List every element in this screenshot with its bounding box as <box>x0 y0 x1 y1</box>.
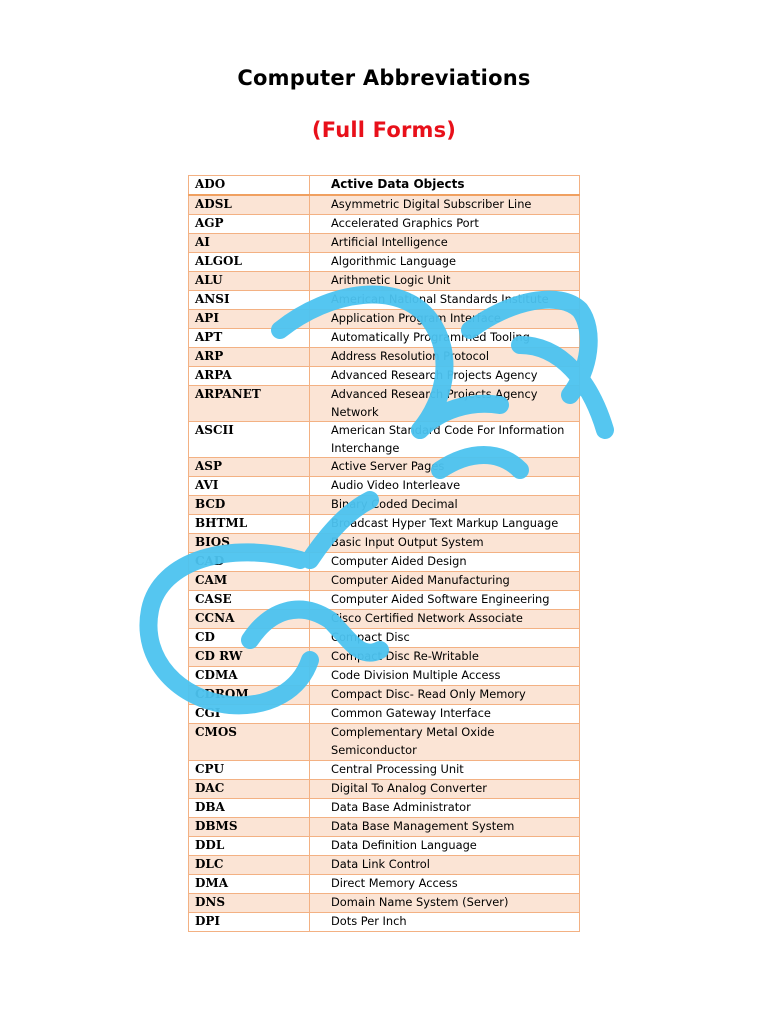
full-form-cell: Compact Disc <box>310 629 580 648</box>
table-row <box>189 724 580 760</box>
abbreviation-cell: ARP <box>189 348 310 367</box>
full-form-cell: Asymmetric Digital Subscriber Line <box>310 195 580 215</box>
abbreviation-cell: BHTML <box>189 515 310 534</box>
table-row <box>189 253 580 272</box>
full-form-cell: Complementary Metal Oxide Semiconductor <box>310 724 580 760</box>
table-row <box>189 855 580 874</box>
abbreviation-cell: API <box>189 310 310 329</box>
full-form-cell: Computer Aided Design <box>310 553 580 572</box>
table-row <box>189 215 580 234</box>
abbreviation-cell: ADO <box>189 176 310 196</box>
table-row <box>189 553 580 572</box>
full-form-cell: Basic Input Output System <box>310 534 580 553</box>
abbreviation-cell: CD RW <box>189 648 310 667</box>
full-form-cell: Data Base Management System <box>310 817 580 836</box>
abbreviation-cell: CAD <box>189 553 310 572</box>
abbreviation-cell: CDMA <box>189 667 310 686</box>
abbreviation-cell: DBA <box>189 798 310 817</box>
full-form-cell: Code Division Multiple Access <box>310 667 580 686</box>
table-row <box>189 458 580 477</box>
abbreviation-cell: ANSI <box>189 291 310 310</box>
table-row <box>189 234 580 253</box>
table-row <box>189 591 580 610</box>
abbreviation-cell: CGI <box>189 705 310 724</box>
abbreviation-cell: ARPA <box>189 367 310 386</box>
table-row <box>189 912 580 931</box>
abbreviation-cell: AGP <box>189 215 310 234</box>
page-subtitle: (Full Forms) <box>311 118 457 142</box>
abbreviation-cell: BCD <box>189 496 310 515</box>
abbreviation-cell: BIOS <box>189 534 310 553</box>
table-row <box>189 874 580 893</box>
full-form-cell: Audio Video Interleave <box>310 477 580 496</box>
full-form-cell: Advanced Research Projects Agency Network <box>310 386 580 422</box>
abbreviation-cell: CASE <box>189 591 310 610</box>
full-form-cell: Algorithmic Language <box>310 253 580 272</box>
table-row <box>189 310 580 329</box>
abbreviation-cell: AI <box>189 234 310 253</box>
table-row <box>189 779 580 798</box>
abbreviation-cell: DDL <box>189 836 310 855</box>
full-form-cell: Direct Memory Access <box>310 874 580 893</box>
table-row <box>189 572 580 591</box>
abbreviation-cell: ALU <box>189 272 310 291</box>
table-row <box>189 422 580 458</box>
abbreviation-cell: CMOS <box>189 724 310 760</box>
full-form-cell: Dots Per Inch <box>310 912 580 931</box>
abbreviations-table <box>188 175 580 932</box>
abbreviation-cell: DNS <box>189 893 310 912</box>
table-row <box>189 893 580 912</box>
abbreviations-table-body <box>189 176 580 932</box>
abbreviation-cell: ARPANET <box>189 386 310 422</box>
abbreviation-cell: AVI <box>189 477 310 496</box>
table-row <box>189 648 580 667</box>
table-row <box>189 176 580 196</box>
full-form-cell: Compact Disc- Read Only Memory <box>310 686 580 705</box>
abbreviation-cell: CPU <box>189 760 310 779</box>
table-row <box>189 798 580 817</box>
full-form-cell: Common Gateway Interface <box>310 705 580 724</box>
abbreviation-cell: ALGOL <box>189 253 310 272</box>
full-form-cell: Data Link Control <box>310 855 580 874</box>
full-form-cell: Automatically Programmed Tooling <box>310 329 580 348</box>
table-row <box>189 667 580 686</box>
table-row <box>189 534 580 553</box>
abbreviation-cell: DPI <box>189 912 310 931</box>
abbreviation-cell: DMA <box>189 874 310 893</box>
full-form-cell: Advanced Research Projects Agency <box>310 367 580 386</box>
abbreviation-cell: APT <box>189 329 310 348</box>
page-title: Computer Abbreviations <box>237 66 531 90</box>
table-row <box>189 760 580 779</box>
table-row <box>189 496 580 515</box>
full-form-cell: Compact Disc Re-Writable <box>310 648 580 667</box>
full-form-cell: Digital To Analog Converter <box>310 779 580 798</box>
full-form-cell: Application Program Interface <box>310 310 580 329</box>
abbreviation-cell: ASCII <box>189 422 310 458</box>
table-row <box>189 329 580 348</box>
table-row <box>189 348 580 367</box>
abbreviation-cell: CDROM <box>189 686 310 705</box>
full-form-cell: Address Resolution Protocol <box>310 348 580 367</box>
table-row <box>189 836 580 855</box>
table-row <box>189 686 580 705</box>
full-form-cell: Computer Aided Software Engineering <box>310 591 580 610</box>
full-form-cell: Data Base Administrator <box>310 798 580 817</box>
table-row <box>189 817 580 836</box>
table-row <box>189 629 580 648</box>
table-row <box>189 272 580 291</box>
full-form-cell: Cisco Certified Network Associate <box>310 610 580 629</box>
abbreviation-cell: CCNA <box>189 610 310 629</box>
abbreviation-cell: DBMS <box>189 817 310 836</box>
table-row <box>189 291 580 310</box>
full-form-cell: Accelerated Graphics Port <box>310 215 580 234</box>
table-row <box>189 610 580 629</box>
full-form-cell: Domain Name System (Server) <box>310 893 580 912</box>
full-form-cell: Binary Coded Decimal <box>310 496 580 515</box>
full-form-cell: Artificial Intelligence <box>310 234 580 253</box>
abbreviation-cell: CAM <box>189 572 310 591</box>
table-row <box>189 515 580 534</box>
abbreviation-cell: DAC <box>189 779 310 798</box>
full-form-cell: Central Processing Unit <box>310 760 580 779</box>
full-form-cell: Arithmetic Logic Unit <box>310 272 580 291</box>
table-row <box>189 386 580 422</box>
full-form-cell: Active Server Pages <box>310 458 580 477</box>
abbreviation-cell: ADSL <box>189 195 310 215</box>
full-form-cell: Data Definition Language <box>310 836 580 855</box>
table-row <box>189 195 580 215</box>
full-form-cell: Computer Aided Manufacturing <box>310 572 580 591</box>
table-row <box>189 367 580 386</box>
abbreviation-cell: DLC <box>189 855 310 874</box>
full-form-cell: Broadcast Hyper Text Markup Language <box>310 515 580 534</box>
abbreviation-cell: ASP <box>189 458 310 477</box>
full-form-cell: Active Data Objects <box>310 176 580 196</box>
abbreviation-cell: CD <box>189 629 310 648</box>
table-row <box>189 477 580 496</box>
table-row <box>189 705 580 724</box>
full-form-cell: American National Standards Institute <box>310 291 580 310</box>
full-form-cell: American Standard Code For Information Interchange <box>310 422 580 458</box>
